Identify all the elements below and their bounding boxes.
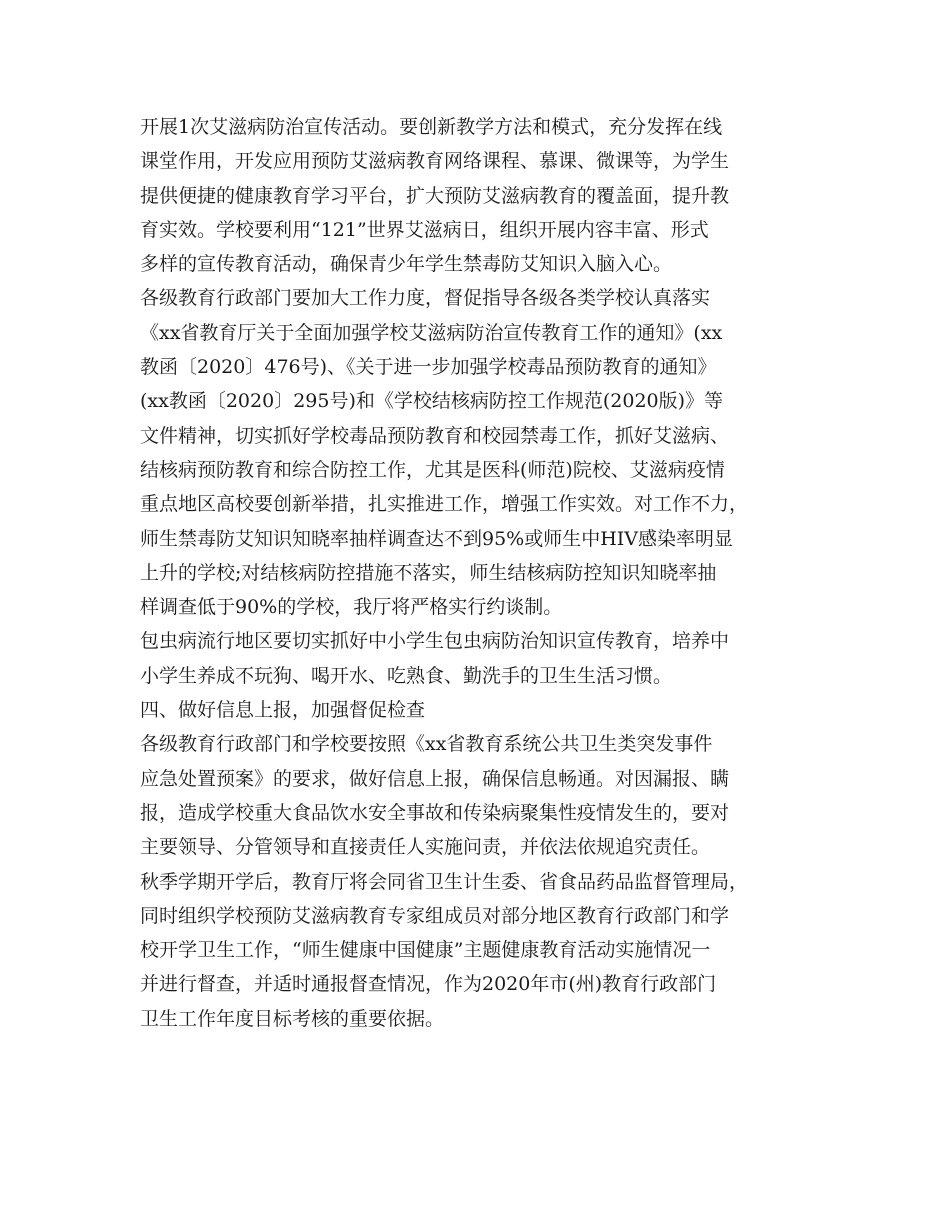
text-line: 《xx省教育厅关于全面加强学校艾滋病防治宣传教育工作的通知》(xx <box>140 321 723 344</box>
text-line: 提供便捷的健康教育学习平台，扩大预防艾滋病教育的覆盖面，提升教 <box>140 184 730 207</box>
text-line: 开展1次艾滋病防治宣传活动。要创新教学方法和模式，充分发挥在线 <box>140 116 723 138</box>
text-line: 校开学卫生工作，“师生健康中国健康”主题健康教育活动实施情况一 <box>140 939 711 962</box>
text-line: 课堂作用，开发应用预防艾滋病教育网络课程、慕课、微课等，为学生 <box>140 150 730 173</box>
text-line: 报，造成学校重大食品饮水安全事故和传染病聚集性疫情发生的，要对 <box>140 801 730 824</box>
text-line: 同时组织学校预防艾滋病教育专家组成员对部分地区教育行政部门和学 <box>140 904 730 927</box>
text-line: 重点地区高校要创新举措，扎实推进工作，增强工作实效。对工作不力， <box>140 493 749 516</box>
text-line: 卫生工作年度目标考核的重要依据。 <box>140 1007 445 1030</box>
text-line: 包虫病流行地区要切实抓好中小学生包虫病防治知识宣传教育，培养中 <box>140 630 730 653</box>
text-line: 小学生养成不玩狗、喝开水、吃熟食、勤洗手的卫生生活习惯。 <box>140 664 673 687</box>
text-line: 教函〔2020〕476号)、《关于进一步加强学校毒品预防教育的通知》 <box>140 356 717 379</box>
text-line: 秋季学期开学后，教育厅将会同省卫生计生委、省食品药品监督管理局， <box>140 870 749 893</box>
document-body <box>140 110 820 1036</box>
text-line: 各级教育行政部门和学校要按照《xx省教育系统公共卫生类突发事件 <box>140 733 713 756</box>
text-line: 并进行督查，并适时通报督查情况，作为2020年市(州)教育行政部门 <box>140 973 717 996</box>
text-line: 主要领导、分管领导和直接责任人实施问责，并依法依规追究责任。 <box>140 836 711 859</box>
text-line: 文件精神，切实抓好学校毒品预防教育和校园禁毒工作，抓好艾滋病、 <box>140 424 730 447</box>
text-line: 应急处置预案》的要求，做好信息上报，确保信息畅通。对因漏报、瞒 <box>140 767 730 790</box>
text-line: (xx教函〔2020〕295号)和《学校结核病防控工作规范(2020版)》等 <box>140 390 724 413</box>
text-line: 上升的学校;对结核病防控措施不落实，师生结核病防控知识知晓率抽 <box>140 561 717 584</box>
text-line: 结核病预防教育和综合防控工作，尤其是医科(师范)院校、艾滋病疫情 <box>140 458 725 481</box>
text-line: 各级教育行政部门要加大工作力度，督促指导各级各类学校认真落实 <box>140 287 711 310</box>
text-line: 师生禁毒防艾知识知晓率抽样调查达不到95%或师生中HIV感染率明显 <box>140 527 734 550</box>
section-heading: 四、做好信息上报，加强督促检查 <box>140 699 426 722</box>
text-line: 育实效。学校要利用“121”世界艾滋病日，组织开展内容丰富、形式 <box>140 218 709 241</box>
text-line: 样调查低于90%的学校，我厅将严格实行约谈制。 <box>140 596 563 619</box>
text-line: 多样的宣传教育活动，确保青少年学生禁毒防艾知识入脑入心。 <box>140 253 673 276</box>
